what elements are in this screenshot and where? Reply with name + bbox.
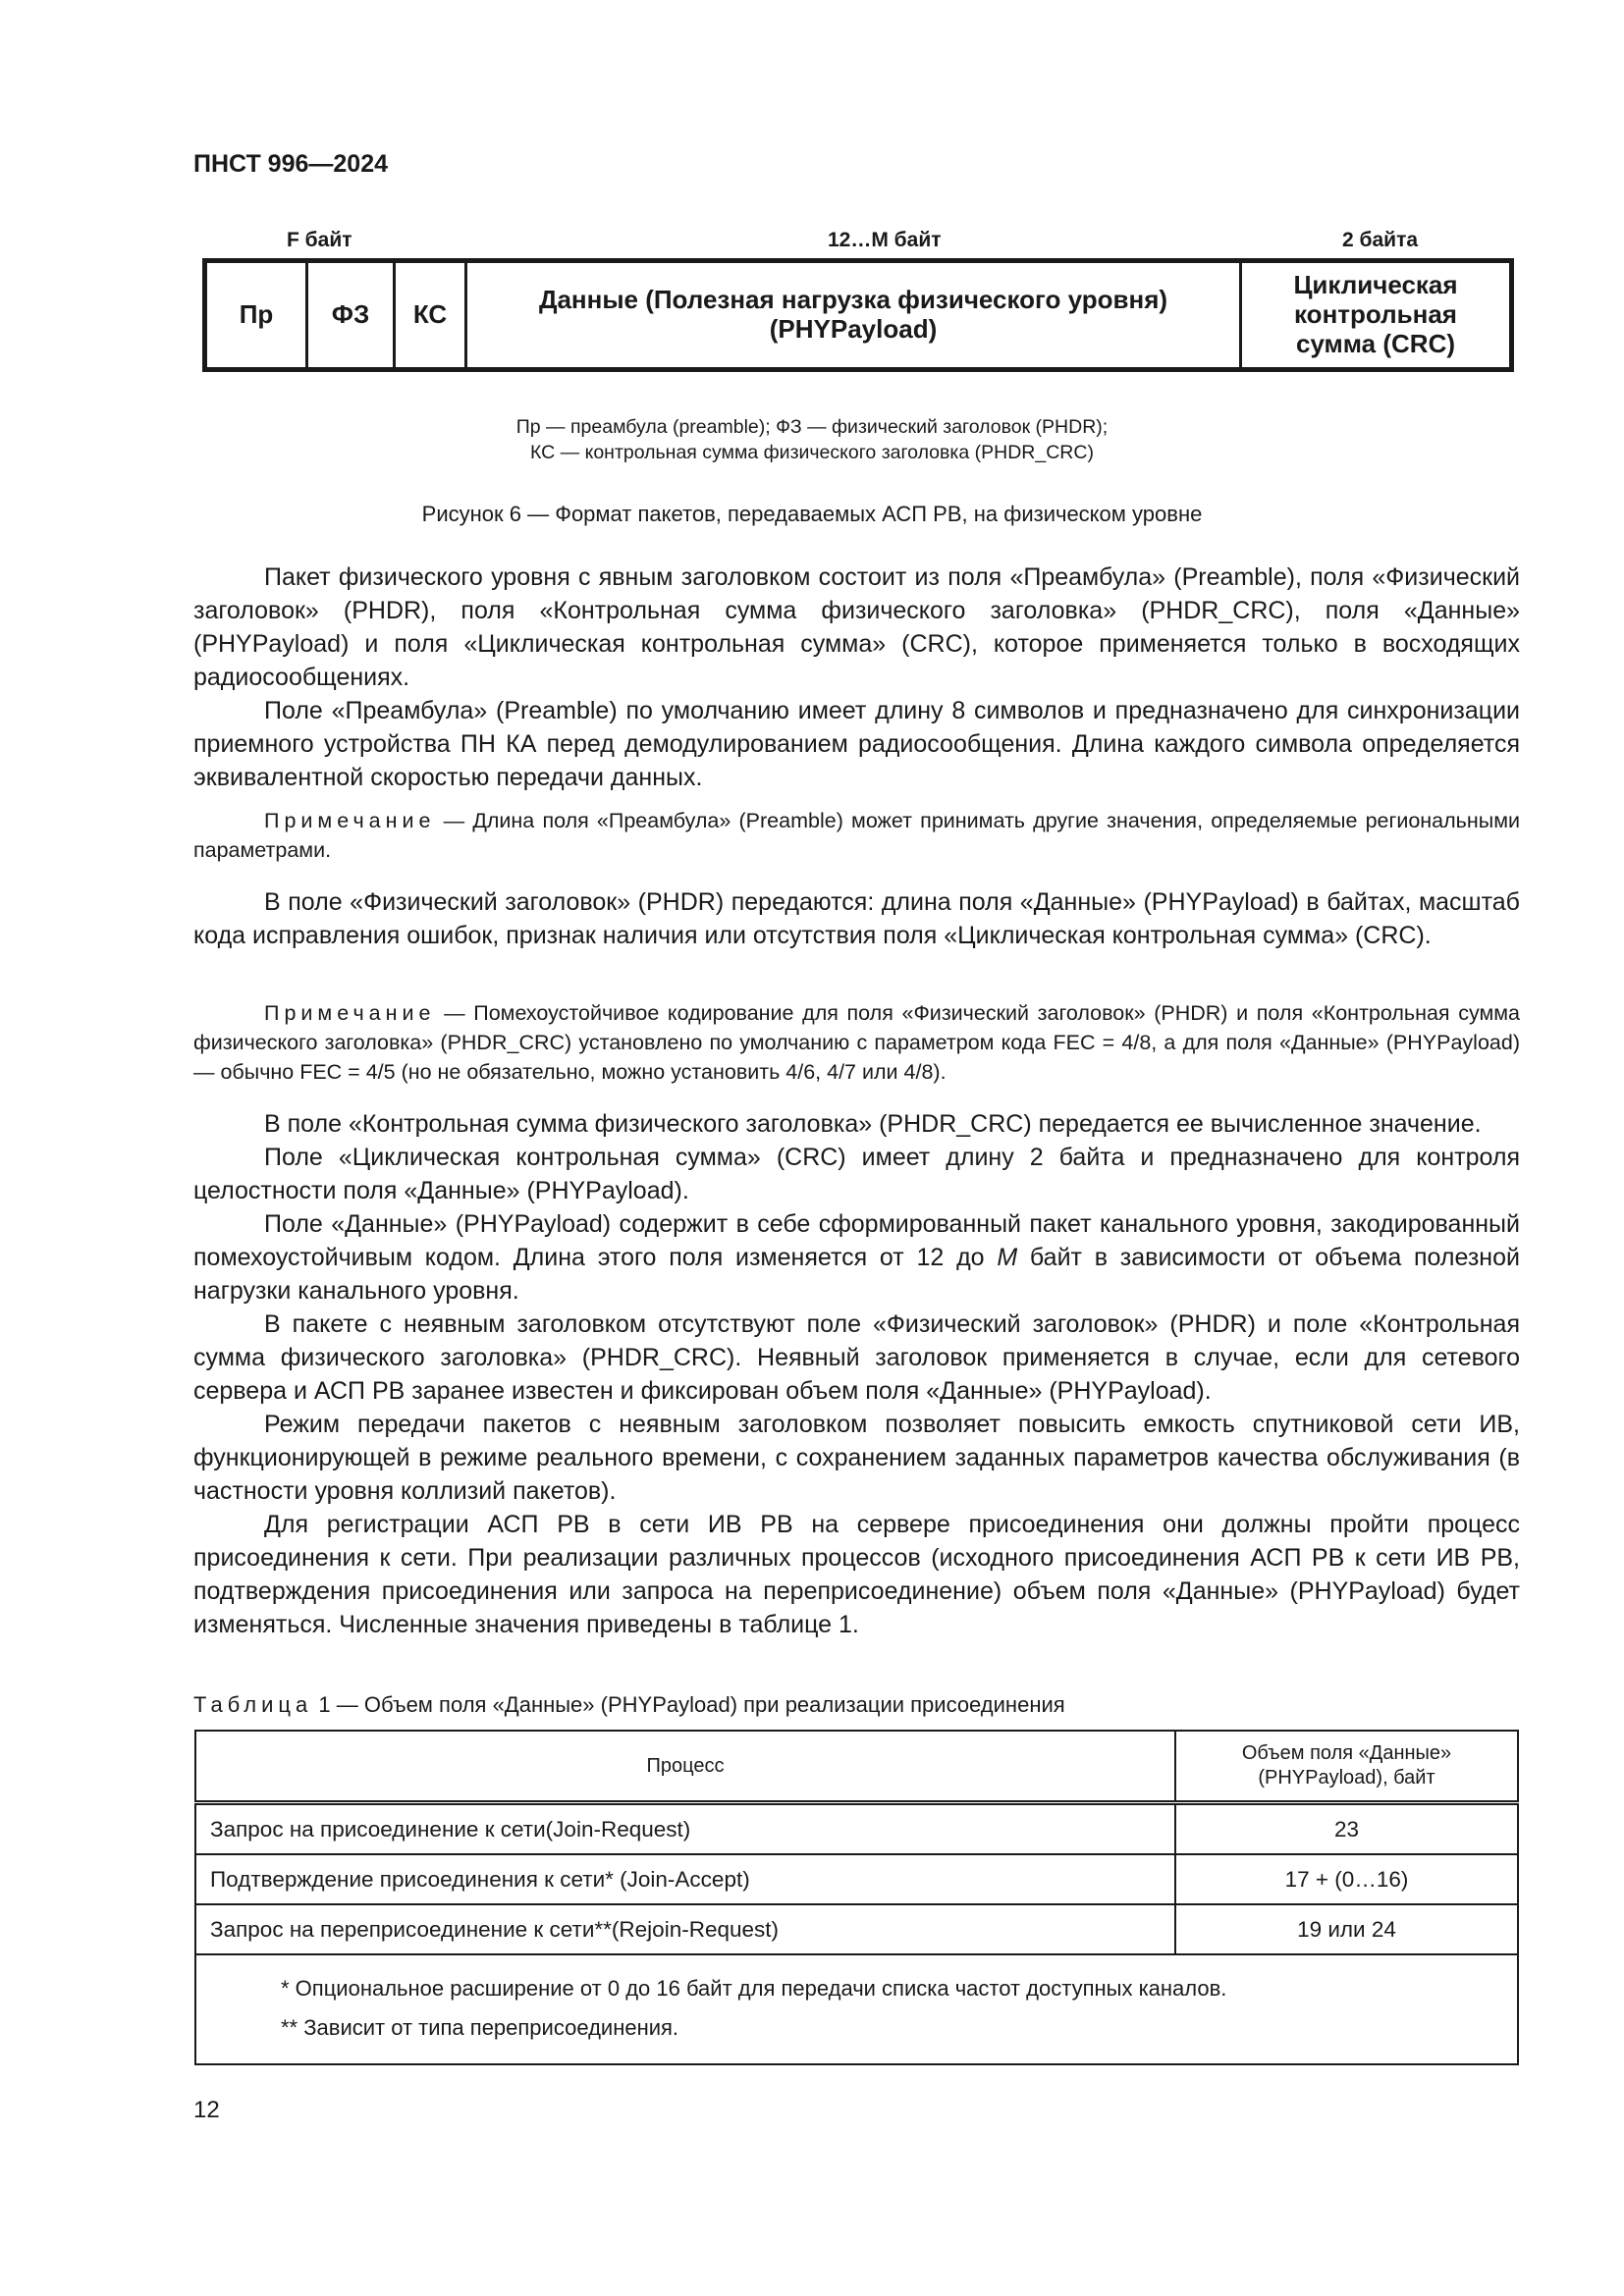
field-width-f: F байт <box>287 229 352 251</box>
paragraph: Для регистрации АСП РВ в сети ИВ РВ на сервере присоединения они должны пройти процесс присоединения к сети. При реализации различных процессов (исходного присоединения АСП РВ к сети ИВ РВ, подтверждения присоединения или запроса на переприсоединение) объем поля «Данные» (PHYPayload) будет изменяться. Численные значения приведены в таблице 1. <box>193 1511 1520 1638</box>
field-width-m: 12…M байт <box>828 229 942 251</box>
paragraph: Поле «Данные» (PHYPayload) содержит в себе сформированный пакет канального уровня, закодированный помехоустойчивым кодом. Длина этого поля изменяется от 12 до M байт в зависимости от объема полезной нагрузки канального уровня. <box>193 1210 1520 1305</box>
cell-value: 23 <box>1175 1803 1518 1855</box>
body-section-2 <box>193 885 1520 952</box>
field-phypayload: Данные (Полезная нагрузка физического уровня) (PHYPayload) <box>467 263 1242 367</box>
field-phdr: ФЗ <box>308 263 396 367</box>
note-label: Примечание <box>264 809 436 832</box>
note-2 <box>193 998 1520 1087</box>
table-label: Таблица <box>193 1692 313 1717</box>
page-number: 12 <box>193 2097 220 2123</box>
field-phdr-crc: КС <box>396 263 467 367</box>
footnote: ** Зависит от типа переприсоединения. <box>281 2015 679 2040</box>
cell-process: Подтверждение присоединения к сети* (Join-Accept) <box>195 1854 1175 1904</box>
table-row <box>195 1854 1518 1904</box>
header-process: Процесс <box>195 1731 1175 1803</box>
cell-process: Запрос на переприсоединение к сети**(Rejoin-Request) <box>195 1904 1175 1954</box>
header-volume: Объем поля «Данные» (PHYPayload), байт <box>1175 1731 1518 1803</box>
table-title <box>193 1692 1065 1718</box>
paragraph: Поле «Преамбула» (Preamble) по умолчанию имеет длину 8 символов и предназначено для синхронизации приемного устройства ПН КА перед демодулированием радиосообщения. Длина каждого символа определяется эквивалентной скоростью передачи данных. <box>193 697 1520 791</box>
figure-caption: Рисунок 6 — Формат пакетов, передаваемых АСП РВ, на физическом уровне <box>421 502 1203 526</box>
note-text: — Длина поля «Преамбула» (Preamble) может принимать другие значения, определяемые региональными параметрами. <box>193 809 1520 862</box>
paragraph: Поле «Циклическая контрольная сумма» (CRC) имеет длину 2 байта и предназначено для контроля целостности поля «Данные» (PHYPayload). <box>193 1144 1520 1204</box>
paragraph: В поле «Контрольная сумма физического заголовка» (PHDR_CRC) передается ее вычисленное значение. <box>264 1110 1482 1138</box>
note-text: — Помехоустойчивое кодирование для поля «Физический заголовок» (PHDR) и поля «Контрольная сумма физического заголовка» (PHDR_CRC) установлено по умолчанию с параметром кода FEC = 4/8, а для поля «Данные» (PHYPayload) — обычно FEC = 4/5 (но не обязательно, можно установить 4/6, 4/7 или 4/8). <box>193 1001 1520 1084</box>
table-title-text: 1 — Объем поля «Данные» (PHYPayload) при реализации присоединения <box>312 1692 1065 1717</box>
variable-m: M <box>997 1244 1018 1271</box>
packet-format-frame <box>202 258 1514 372</box>
table-row <box>195 1803 1518 1855</box>
paragraph: В поле «Физический заголовок» (PHDR) передаются: длина поля «Данные» (PHYPayload) в байтах, масштаб кода исправления ошибок, признак наличия или отсутствия поля «Циклическая контрольная сумма» (CRC). <box>193 888 1520 949</box>
note-1 <box>193 806 1520 865</box>
paragraph: В пакете с неявным заголовком отсутствуют поле «Физический заголовок» (PHDR) и поле «Контрольная сумма физического заголовка» (PHDR_CRC). Неявный заголовок применяется в случае, если для сетевого сервера и АСП РВ заранее известен и фиксирован объем поля «Данные» (PHYPayload). <box>193 1310 1520 1405</box>
table-join-payload <box>194 1730 1519 2065</box>
figure-legend-line-1: Пр — преамбула (preamble); ФЗ — физический заголовок (PHDR); <box>515 416 1109 438</box>
note-label: Примечание <box>264 1001 436 1025</box>
paragraph: Пакет физического уровня с явным заголовком состоит из поля «Преамбула» (Preamble), поля «Физический заголовок» (PHDR), поля «Контрольная сумма физического заголовка» (PHDR_CRC), поля «Данные» (PHYPayload) и поля «Циклическая контрольная сумма» (CRC), которое применяется только в восходящих радиосообщениях. <box>193 563 1520 691</box>
figure-legend-line-2: КС — контрольная сумма физического заголовка (PHDR_CRC) <box>530 442 1094 463</box>
document-code: ПНСТ 996—2024 <box>193 150 388 178</box>
field-width-crc: 2 байта <box>1342 229 1419 251</box>
field-crc: Циклическая контрольная сумма (CRC) <box>1293 270 1458 358</box>
table-footnotes <box>195 1954 1518 2064</box>
body-section-1 <box>193 561 1520 794</box>
table-row <box>195 1904 1518 1954</box>
cell-value: 17 + (0…16) <box>1175 1854 1518 1904</box>
body-section-3 <box>193 1107 1520 1641</box>
field-preamble: Пр <box>207 263 308 367</box>
cell-process: Запрос на присоединение к сети(Join-Request) <box>195 1803 1175 1855</box>
cell-value: 19 или 24 <box>1175 1904 1518 1954</box>
footnote: * Опциональное расширение от 0 до 16 байт для передачи списка частот доступных каналов. <box>281 1976 1227 2001</box>
paragraph: Режим передачи пакетов с неявным заголовком позволяет повысить емкость спутниковой сети ИВ, функционирующей в режиме реального времени, с сохранением заданных параметров качества обслуживания (в частности уровня коллизий пакетов). <box>193 1411 1520 1505</box>
